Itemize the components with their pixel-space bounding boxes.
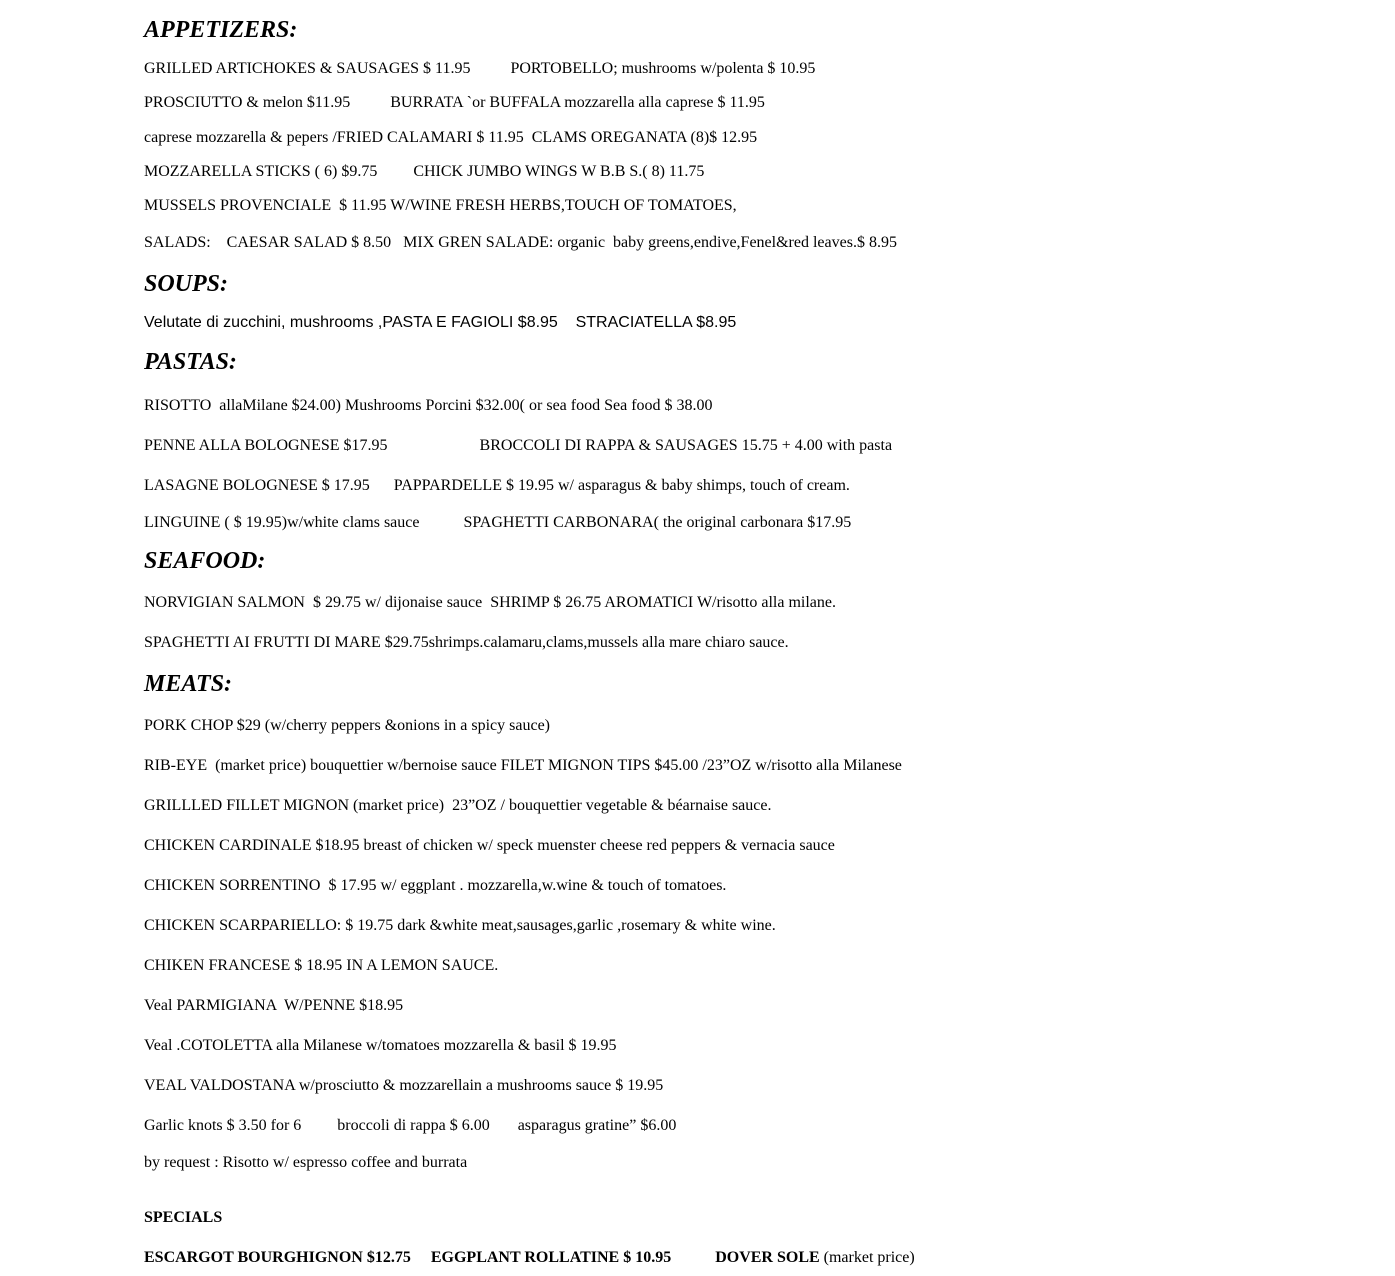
- meats-line-4: CHICKEN CARDINALE $18.95 breast of chicken w/ speck muenster cheese red peppers & vernacia sauce: [144, 837, 835, 854]
- pastas-line-4: LINGUINE ( $ 19.95)w/white clams sauce SPAGHETTI CARBONARA( the original carbonara $17.95: [144, 514, 852, 531]
- appetizers-line-5: MUSSELS PROVENCIALE $ 11.95 W/WINE FRESH HERBS,TOUCH OF TOMATOES,: [144, 197, 737, 214]
- meats-line-10: VEAL VALDOSTANA w/prosciutto & mozzarellain a mushrooms sauce $ 19.95: [144, 1077, 664, 1094]
- meats-line-2: RIB-EYE (market price) bouquettier w/bernoise sauce FILET MIGNON TIPS $45.00 /23”OZ w/risotto alla Milanese: [144, 757, 902, 774]
- appetizers-heading: APPETIZERS:: [144, 17, 298, 43]
- salads-line: SALADS: CAESAR SALAD $ 8.50 MIX GREN SALADE: organic baby greens,endive,Fenel&red leaves.$ 8.95: [144, 234, 897, 251]
- soups-heading: SOUPS:: [144, 271, 229, 297]
- appetizers-line-3: caprese mozzarella & pepers /FRIED CALAMARI $ 11.95 CLAMS OREGANATA (8)$ 12.95: [144, 129, 758, 146]
- pastas-line-2: PENNE ALLA BOLOGNESE $17.95 BROCCOLI DI RAPPA & SAUSAGES 15.75 + 4.00 with pasta: [144, 437, 893, 454]
- specials-line: [144, 1248, 915, 1268]
- meats-line-8: Veal PARMIGIANA W/PENNE $18.95: [144, 997, 404, 1014]
- seafood-line-1: NORVIGIAN SALMON $ 29.75 w/ dijonaise sauce SHRIMP $ 26.75 AROMATICI W/risotto alla milane.: [144, 594, 837, 611]
- meats-line-6: CHICKEN SCARPARIELLO: $ 19.75 dark &white meat,sausages,garlic ,rosemary & white wine.: [144, 917, 776, 934]
- specials-market-price: (market price): [819, 1249, 915, 1266]
- pastas-line-3: LASAGNE BOLOGNESE $ 17.95 PAPPARDELLE $ 19.95 w/ asparagus & baby shimps, touch of cream.: [144, 477, 850, 494]
- meats-line-3: GRILLLED FILLET MIGNON (market price) 23”OZ / bouquettier vegetable & béarnaise sauce.: [144, 797, 772, 814]
- appetizers-line-4: MOZZARELLA STICKS ( 6) $9.75 CHICK JUMBO WINGS W B.B S.( 8) 11.75: [144, 163, 705, 180]
- sides-line: Garlic knots $ 3.50 for 6 broccoli di rappa $ 6.00 asparagus gratine” $6.00: [144, 1117, 677, 1134]
- by-request-line: by request : Risotto w/ espresso coffee and burrata: [144, 1154, 468, 1171]
- pastas-heading: PASTAS:: [144, 349, 237, 375]
- seafood-heading: SEAFOOD:: [144, 548, 266, 574]
- appetizers-line-1: GRILLED ARTICHOKES & SAUSAGES $ 11.95 PORTOBELLO; mushrooms w/polenta $ 10.95: [144, 60, 816, 77]
- specials-heading: SPECIALS: [144, 1209, 223, 1226]
- seafood-line-2: SPAGHETTI AI FRUTTI DI MARE $29.75shrimps.calamaru,clams,mussels alla mare chiaro sauce.: [144, 634, 789, 651]
- appetizers-line-2: PROSCIUTTO & melon $11.95 BURRATA `or BUFFALA mozzarella alla caprese $ 11.95: [144, 94, 765, 111]
- meats-line-5: CHICKEN SORRENTINO $ 17.95 w/ eggplant . mozzarella,w.wine & touch of tomatoes.: [144, 877, 727, 894]
- meats-line-9: Veal .COTOLETTA alla Milanese w/tomatoes mozzarella & basil $ 19.95: [144, 1037, 617, 1054]
- meats-line-7: CHIKEN FRANCESE $ 18.95 IN A LEMON SAUCE.: [144, 957, 499, 974]
- meats-line-1: PORK CHOP $29 (w/cherry peppers &onions in a spicy sauce): [144, 717, 551, 734]
- pastas-line-1: RISOTTO allaMilane $24.00) Mushrooms Porcini $32.00( or sea food Sea food $ 38.00: [144, 397, 713, 414]
- soups-line-1: Velutate di zucchini, mushrooms ,PASTA E FAGIOLI $8.95 STRACIATELLA $8.95: [144, 314, 737, 331]
- specials-bold-items: ESCARGOT BOURGHIGNON $12.75 EGGPLANT ROLLATINE $ 10.95 DOVER SOLE: [144, 1249, 820, 1266]
- meats-heading: MEATS:: [144, 671, 233, 697]
